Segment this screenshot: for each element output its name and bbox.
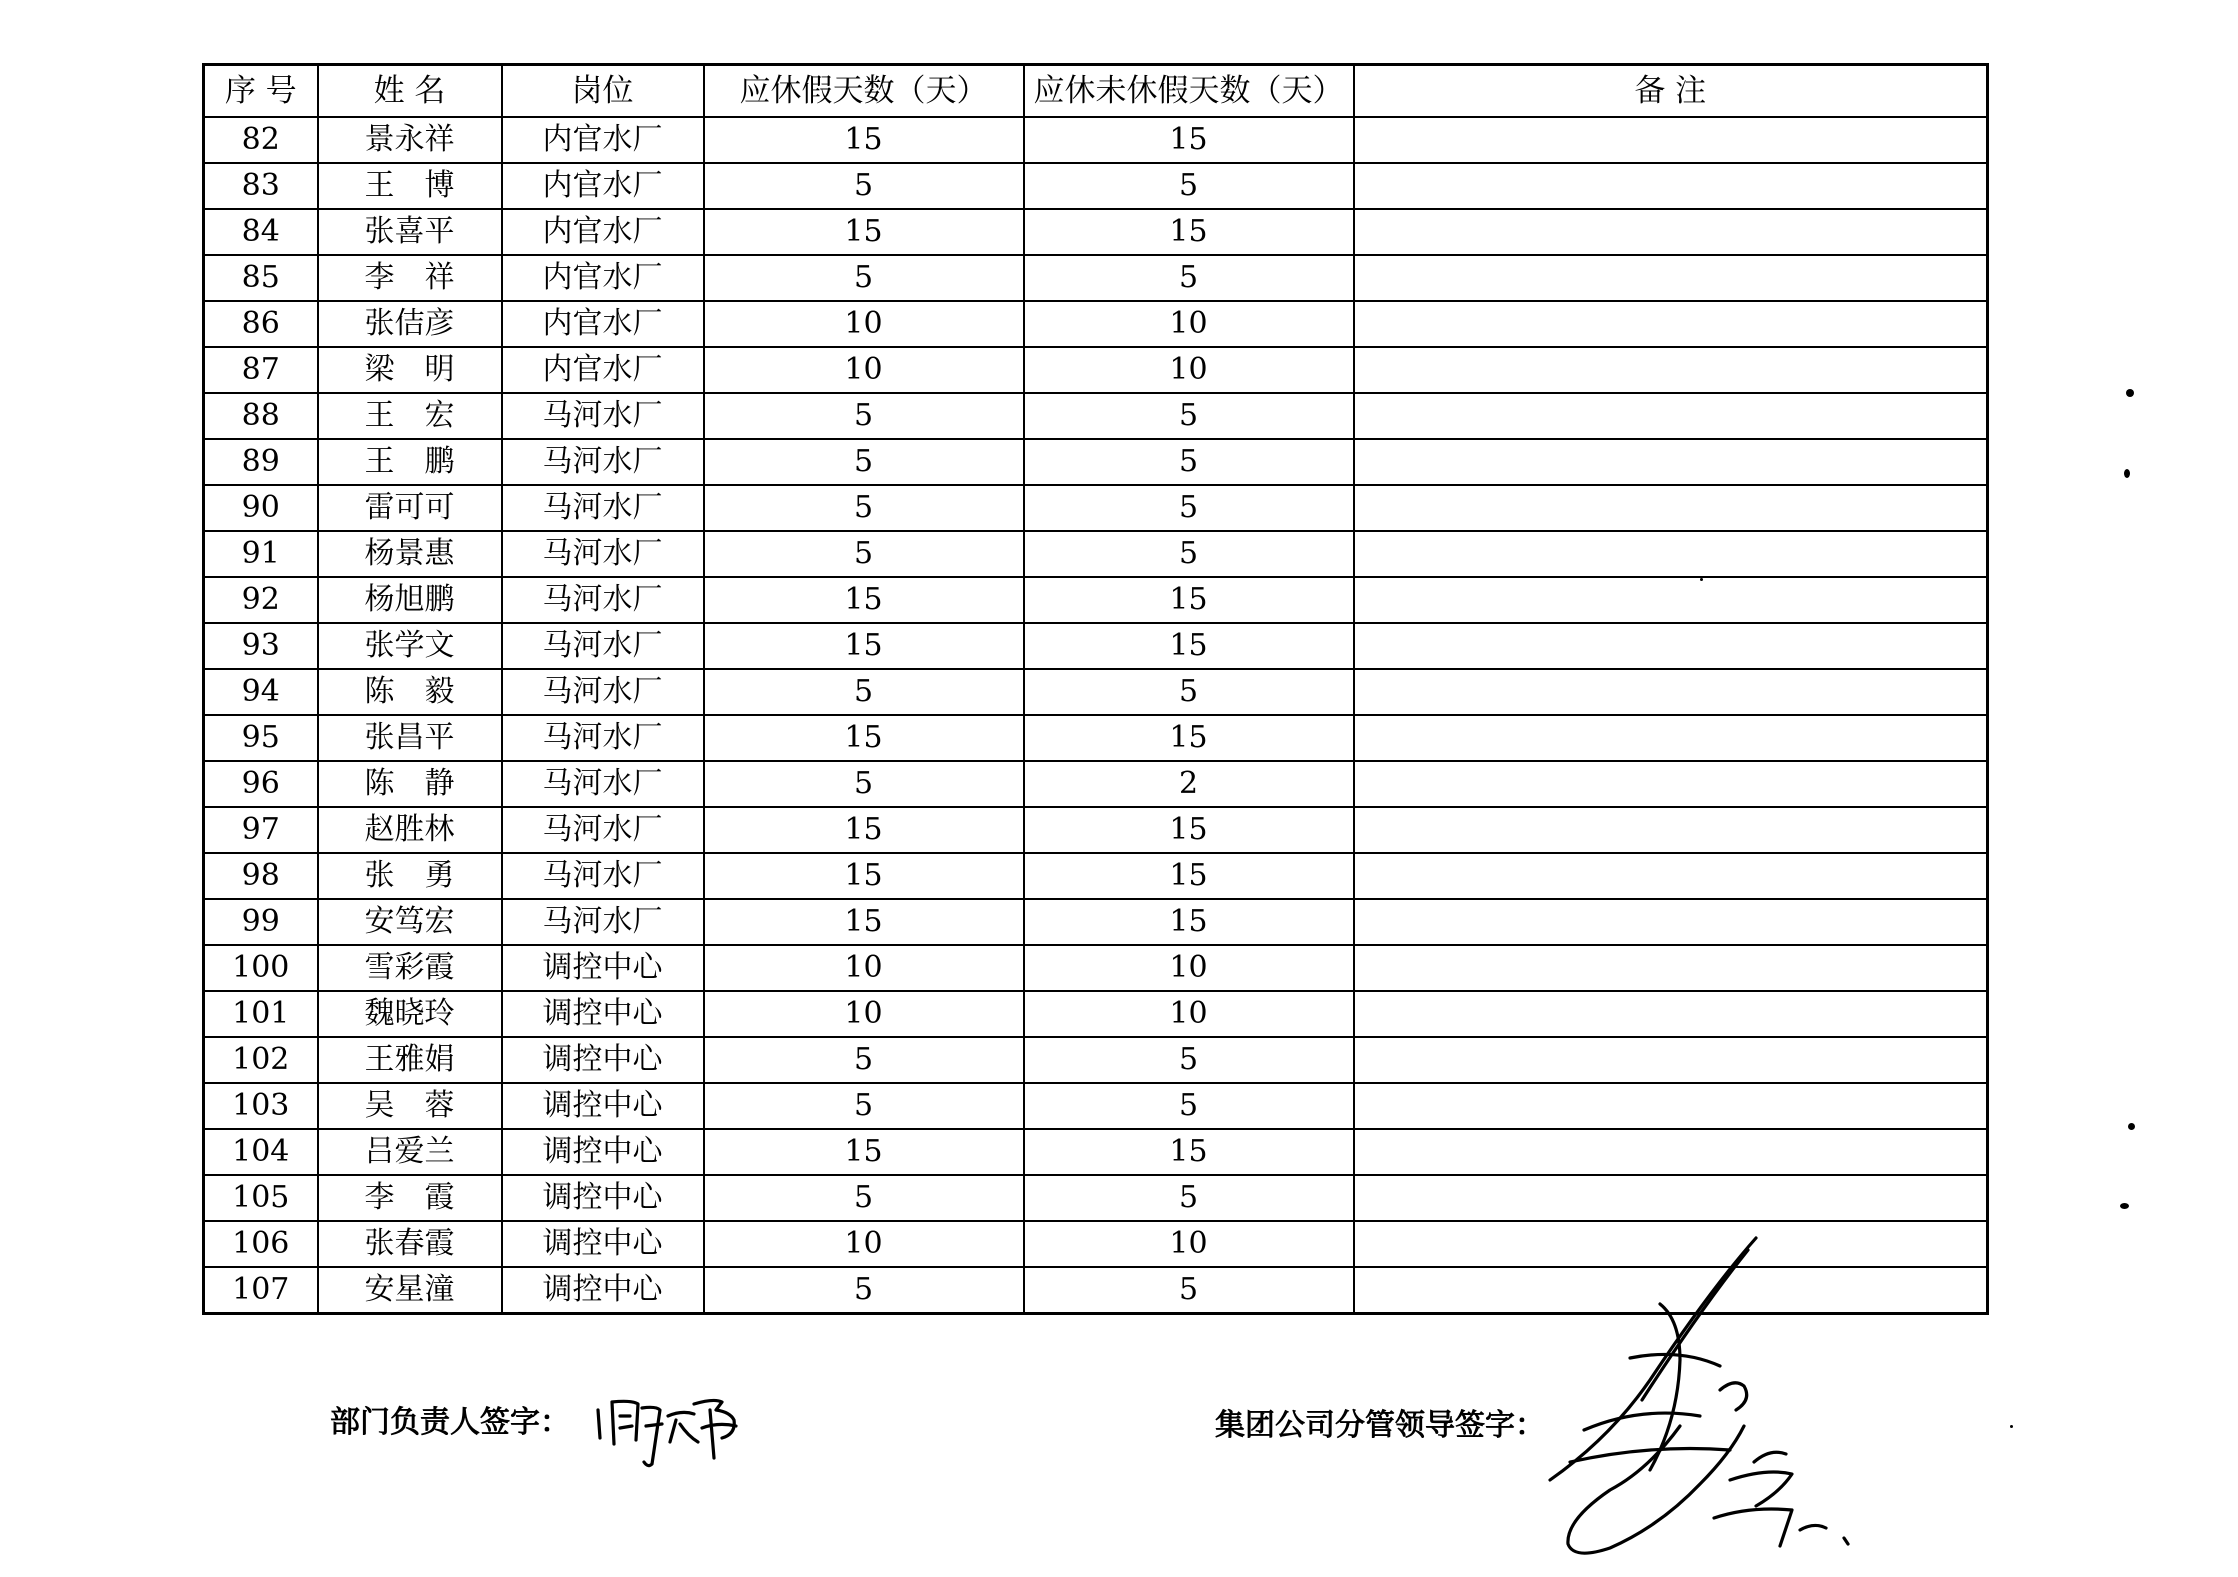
cell-due-days: 15 xyxy=(704,853,1024,899)
cell-name: 梁 明 xyxy=(318,347,502,393)
table-row xyxy=(204,439,1988,485)
cell-name: 杨景惠 xyxy=(318,531,502,577)
cell-post: 调控中心 xyxy=(502,1129,704,1175)
table-row xyxy=(204,761,1988,807)
table-row xyxy=(204,1129,1988,1175)
department-head-signature-label: 部门负责人签字： xyxy=(330,1405,570,1440)
department-head-signature xyxy=(590,1380,760,1470)
cell-name: 安笃宏 xyxy=(318,899,502,945)
cell-unused-days: 5 xyxy=(1024,485,1354,531)
cell-remark xyxy=(1354,991,1988,1037)
cell-name: 陈 静 xyxy=(318,761,502,807)
table-row xyxy=(204,1175,1988,1221)
cell-due-days: 5 xyxy=(704,393,1024,439)
cell-unused-days: 5 xyxy=(1024,1175,1354,1221)
cell-num: 103 xyxy=(204,1083,318,1129)
table-row xyxy=(204,117,1988,163)
scan-speck xyxy=(2120,1203,2129,1209)
cell-post: 内官水厂 xyxy=(502,301,704,347)
table-row xyxy=(204,899,1988,945)
cell-name: 赵胜林 xyxy=(318,807,502,853)
cell-due-days: 10 xyxy=(704,1221,1024,1267)
cell-due-days: 15 xyxy=(704,715,1024,761)
cell-name: 张昌平 xyxy=(318,715,502,761)
cell-unused-days: 5 xyxy=(1024,255,1354,301)
cell-name: 魏晓玲 xyxy=(318,991,502,1037)
cell-name: 王 博 xyxy=(318,163,502,209)
cell-remark xyxy=(1354,439,1988,485)
cell-unused-days: 5 xyxy=(1024,439,1354,485)
cell-remark xyxy=(1354,715,1988,761)
cell-post: 内官水厂 xyxy=(502,163,704,209)
cell-num: 104 xyxy=(204,1129,318,1175)
cell-remark xyxy=(1354,393,1988,439)
cell-due-days: 15 xyxy=(704,1129,1024,1175)
cell-remark xyxy=(1354,301,1988,347)
cell-due-days: 15 xyxy=(704,209,1024,255)
table-row xyxy=(204,945,1988,991)
cell-unused-days: 15 xyxy=(1024,117,1354,163)
table-row xyxy=(204,531,1988,577)
cell-post: 马河水厂 xyxy=(502,715,704,761)
table-row xyxy=(204,715,1988,761)
table-row xyxy=(204,255,1988,301)
cell-due-days: 15 xyxy=(704,899,1024,945)
group-leader-signature-label: 集团公司分管领导签字： xyxy=(1215,1408,1545,1443)
cell-post: 调控中心 xyxy=(502,1083,704,1129)
header-due-days: 应休假天数（天） xyxy=(704,65,1024,118)
cell-unused-days: 15 xyxy=(1024,623,1354,669)
cell-unused-days: 15 xyxy=(1024,899,1354,945)
header-post: 岗位 xyxy=(502,65,704,118)
cell-remark xyxy=(1354,485,1988,531)
cell-unused-days: 10 xyxy=(1024,991,1354,1037)
cell-remark xyxy=(1354,117,1988,163)
cell-unused-days: 5 xyxy=(1024,1083,1354,1129)
header-num: 序 号 xyxy=(204,65,318,118)
cell-post: 调控中心 xyxy=(502,1037,704,1083)
cell-remark xyxy=(1354,577,1988,623)
cell-num: 83 xyxy=(204,163,318,209)
cell-due-days: 10 xyxy=(704,945,1024,991)
cell-post: 内官水厂 xyxy=(502,347,704,393)
table-row xyxy=(204,991,1988,1037)
cell-unused-days: 2 xyxy=(1024,761,1354,807)
cell-post: 调控中心 xyxy=(502,945,704,991)
cell-post: 马河水厂 xyxy=(502,485,704,531)
table-row xyxy=(204,393,1988,439)
cell-due-days: 5 xyxy=(704,1083,1024,1129)
cell-num: 106 xyxy=(204,1221,318,1267)
scan-speck xyxy=(1700,578,1703,581)
table-row xyxy=(204,807,1988,853)
cell-num: 84 xyxy=(204,209,318,255)
cell-num: 105 xyxy=(204,1175,318,1221)
cell-post: 马河水厂 xyxy=(502,393,704,439)
table-row xyxy=(204,669,1988,715)
cell-remark xyxy=(1354,347,1988,393)
cell-post: 马河水厂 xyxy=(502,899,704,945)
header-row xyxy=(204,65,1988,118)
cell-unused-days: 15 xyxy=(1024,577,1354,623)
cell-num: 90 xyxy=(204,485,318,531)
cell-name: 张 勇 xyxy=(318,853,502,899)
cell-name: 杨旭鹏 xyxy=(318,577,502,623)
cell-post: 调控中心 xyxy=(502,991,704,1037)
table-row xyxy=(204,301,1988,347)
cell-due-days: 10 xyxy=(704,347,1024,393)
cell-name: 张佶彦 xyxy=(318,301,502,347)
scan-speck xyxy=(2010,1425,2013,1428)
cell-name: 雷可可 xyxy=(318,485,502,531)
cell-remark xyxy=(1354,853,1988,899)
cell-remark xyxy=(1354,899,1988,945)
cell-num: 97 xyxy=(204,807,318,853)
cell-name: 张喜平 xyxy=(318,209,502,255)
cell-num: 87 xyxy=(204,347,318,393)
cell-num: 88 xyxy=(204,393,318,439)
cell-remark xyxy=(1354,761,1988,807)
cell-remark xyxy=(1354,163,1988,209)
cell-post: 调控中心 xyxy=(502,1267,704,1314)
vacation-table xyxy=(202,63,1989,1315)
scan-speck xyxy=(2126,389,2134,397)
cell-num: 94 xyxy=(204,669,318,715)
table-row xyxy=(204,163,1988,209)
cell-remark xyxy=(1354,1129,1988,1175)
cell-due-days: 10 xyxy=(704,301,1024,347)
cell-due-days: 5 xyxy=(704,1175,1024,1221)
cell-unused-days: 15 xyxy=(1024,807,1354,853)
cell-due-days: 5 xyxy=(704,669,1024,715)
cell-num: 89 xyxy=(204,439,318,485)
cell-name: 李 霞 xyxy=(318,1175,502,1221)
cell-post: 马河水厂 xyxy=(502,853,704,899)
cell-num: 85 xyxy=(204,255,318,301)
cell-remark xyxy=(1354,807,1988,853)
cell-num: 95 xyxy=(204,715,318,761)
cell-due-days: 5 xyxy=(704,1037,1024,1083)
cell-post: 内官水厂 xyxy=(502,117,704,163)
cell-name: 王 宏 xyxy=(318,393,502,439)
table-row xyxy=(204,623,1988,669)
cell-remark xyxy=(1354,623,1988,669)
cell-remark xyxy=(1354,531,1988,577)
cell-remark xyxy=(1354,255,1988,301)
cell-unused-days: 15 xyxy=(1024,853,1354,899)
cell-remark xyxy=(1354,209,1988,255)
cell-name: 雪彩霞 xyxy=(318,945,502,991)
cell-name: 吕爱兰 xyxy=(318,1129,502,1175)
cell-due-days: 5 xyxy=(704,163,1024,209)
cell-post: 马河水厂 xyxy=(502,439,704,485)
cell-due-days: 5 xyxy=(704,1267,1024,1314)
cell-unused-days: 10 xyxy=(1024,347,1354,393)
cell-unused-days: 15 xyxy=(1024,1129,1354,1175)
cell-num: 102 xyxy=(204,1037,318,1083)
table-row xyxy=(204,577,1988,623)
cell-unused-days: 5 xyxy=(1024,1267,1354,1314)
cell-num: 107 xyxy=(204,1267,318,1314)
cell-due-days: 5 xyxy=(704,255,1024,301)
cell-post: 马河水厂 xyxy=(502,669,704,715)
cell-due-days: 5 xyxy=(704,485,1024,531)
cell-name: 景永祥 xyxy=(318,117,502,163)
cell-num: 96 xyxy=(204,761,318,807)
group-leader-signature xyxy=(1530,1230,1890,1570)
cell-name: 张春霞 xyxy=(318,1221,502,1267)
cell-num: 91 xyxy=(204,531,318,577)
cell-name: 李 祥 xyxy=(318,255,502,301)
cell-post: 内官水厂 xyxy=(502,209,704,255)
cell-num: 101 xyxy=(204,991,318,1037)
cell-post: 马河水厂 xyxy=(502,577,704,623)
cell-unused-days: 5 xyxy=(1024,393,1354,439)
table-row xyxy=(204,1083,1988,1129)
cell-unused-days: 10 xyxy=(1024,1221,1354,1267)
cell-remark xyxy=(1354,1083,1988,1129)
cell-unused-days: 10 xyxy=(1024,301,1354,347)
cell-num: 82 xyxy=(204,117,318,163)
cell-num: 92 xyxy=(204,577,318,623)
cell-num: 98 xyxy=(204,853,318,899)
table-row xyxy=(204,209,1988,255)
cell-due-days: 15 xyxy=(704,577,1024,623)
cell-remark xyxy=(1354,1175,1988,1221)
cell-due-days: 15 xyxy=(704,623,1024,669)
scan-speck xyxy=(2124,469,2130,478)
header-remarks: 备 注 xyxy=(1354,65,1988,118)
cell-remark xyxy=(1354,945,1988,991)
cell-due-days: 15 xyxy=(704,117,1024,163)
cell-post: 调控中心 xyxy=(502,1175,704,1221)
cell-unused-days: 10 xyxy=(1024,945,1354,991)
cell-unused-days: 5 xyxy=(1024,1037,1354,1083)
cell-post: 调控中心 xyxy=(502,1221,704,1267)
cell-post: 马河水厂 xyxy=(502,623,704,669)
cell-name: 安星潼 xyxy=(318,1267,502,1314)
cell-unused-days: 15 xyxy=(1024,209,1354,255)
cell-post: 马河水厂 xyxy=(502,531,704,577)
cell-post: 内官水厂 xyxy=(502,255,704,301)
cell-name: 陈 毅 xyxy=(318,669,502,715)
cell-unused-days: 5 xyxy=(1024,531,1354,577)
cell-due-days: 5 xyxy=(704,531,1024,577)
cell-num: 86 xyxy=(204,301,318,347)
cell-remark xyxy=(1354,1037,1988,1083)
cell-name: 王 鹏 xyxy=(318,439,502,485)
scan-speck xyxy=(2128,1123,2135,1130)
cell-unused-days: 5 xyxy=(1024,163,1354,209)
table-row xyxy=(204,347,1988,393)
cell-name: 吴 蓉 xyxy=(318,1083,502,1129)
cell-num: 99 xyxy=(204,899,318,945)
cell-post: 马河水厂 xyxy=(502,761,704,807)
table-row xyxy=(204,853,1988,899)
table-row xyxy=(204,1037,1988,1083)
cell-unused-days: 5 xyxy=(1024,669,1354,715)
cell-remark xyxy=(1354,669,1988,715)
cell-unused-days: 15 xyxy=(1024,715,1354,761)
cell-name: 王雅娟 xyxy=(318,1037,502,1083)
cell-post: 马河水厂 xyxy=(502,807,704,853)
cell-due-days: 15 xyxy=(704,807,1024,853)
cell-num: 100 xyxy=(204,945,318,991)
cell-due-days: 5 xyxy=(704,439,1024,485)
table-row xyxy=(204,485,1988,531)
cell-due-days: 10 xyxy=(704,991,1024,1037)
header-name: 姓 名 xyxy=(318,65,502,118)
header-unused-days: 应休未休假天数（天） xyxy=(1024,65,1354,118)
cell-name: 张学文 xyxy=(318,623,502,669)
cell-due-days: 5 xyxy=(704,761,1024,807)
cell-num: 93 xyxy=(204,623,318,669)
